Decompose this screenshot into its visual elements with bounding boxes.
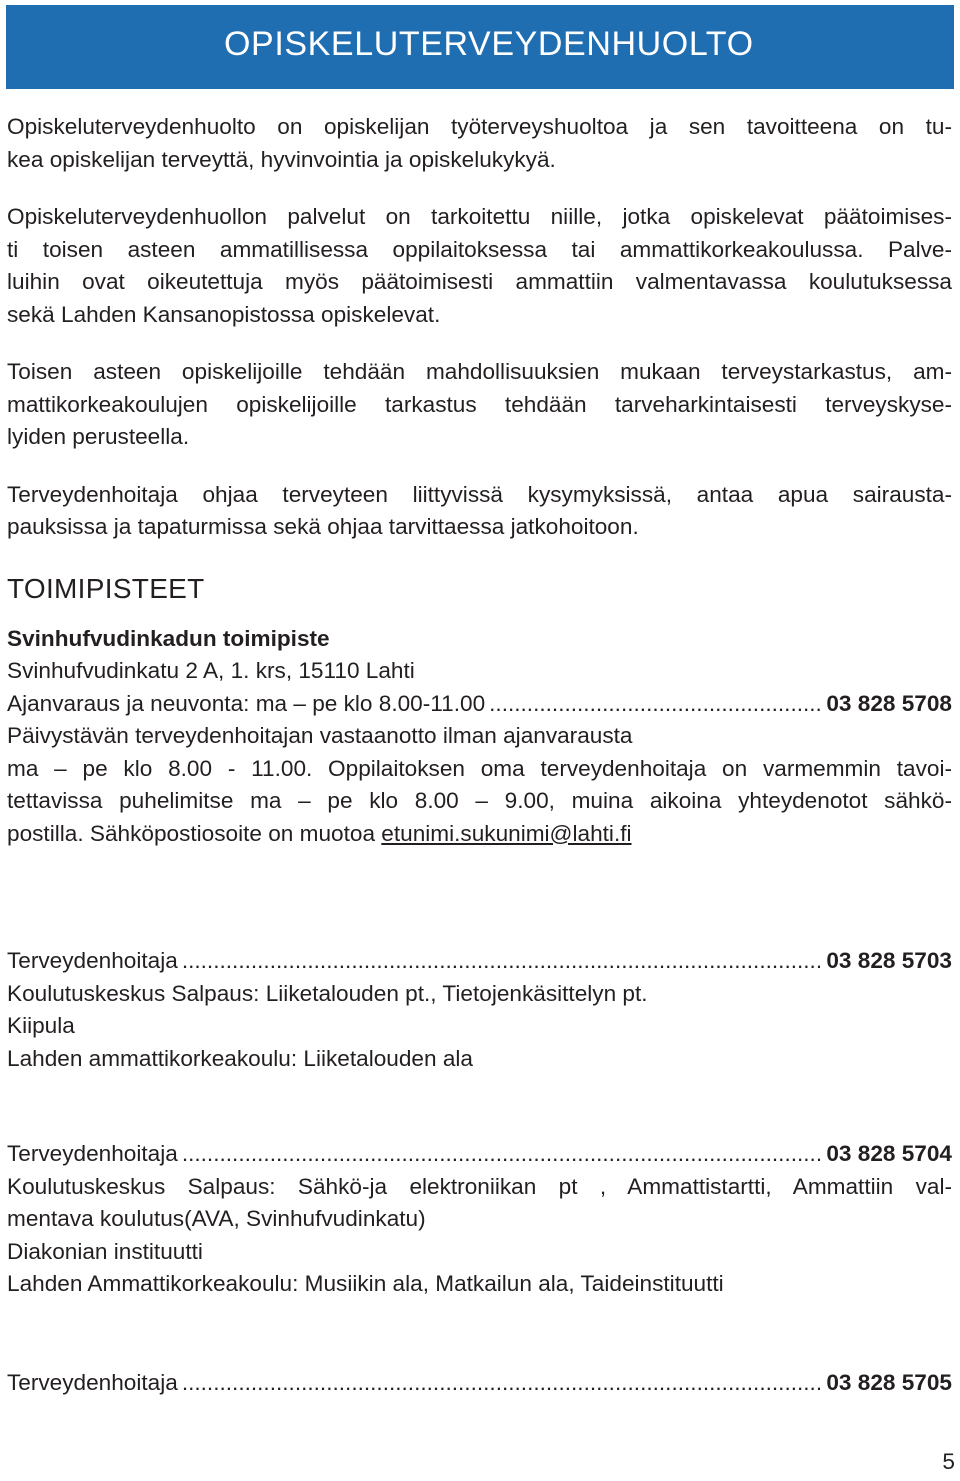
dot-leader [182, 1367, 821, 1400]
intro-paragraph-1 [7, 111, 952, 176]
email-line [7, 818, 952, 851]
intro-paragraph-4 [7, 479, 952, 544]
page-title: OPISKELUTERVEYDENHUOLTO [224, 25, 754, 63]
hours-line: tettavissa puhelimitse ma – pe klo 8.00 – 9.00, muina aikoina yhteydenotot sähkö- [7, 788, 952, 813]
nurse-line [7, 945, 952, 978]
nurse-phone: 03 828 5704 [826, 1141, 952, 1166]
dot-leader [489, 688, 820, 721]
header-banner [6, 5, 954, 89]
nurse-block-2 [7, 1138, 952, 1301]
walkin-line: Päivystävän terveydenhoitajan vastaanotto ilman ajanvarausta [7, 723, 633, 748]
text-line: mattikorkeakoulujen opiskelijoille tarkastus tehdään tarveharkintaisesti terveyskyse- [7, 391, 952, 417]
nurse-line [7, 1138, 952, 1171]
nurse-label: Terveydenhoitaja [7, 948, 178, 973]
text-line: ti toisen asteen ammatillisessa oppilaitoksessa tai ammattikorkeakoulussa. Palve- [7, 236, 952, 262]
page-number: 5 [942, 1449, 955, 1474]
location-line: Kiipula [7, 1013, 75, 1038]
nurse-label: Terveydenhoitaja [7, 1141, 178, 1166]
text-line: sekä Lahden Kansanopistossa opiskelevat. [7, 301, 441, 327]
nurse-block-3 [7, 1367, 952, 1400]
email-link[interactable]: etunimi.sukunimi@lahti.fi [381, 820, 632, 846]
location-line: Koulutuskeskus Salpaus: Sähkö-ja elektroniikan pt , Ammattistartti, Ammattiin val- [7, 1173, 952, 1199]
booking-line [7, 688, 952, 721]
location-line: Lahden Ammattikorkeakoulu: Musiikin ala, Matkailun ala, Taideinstituutti [7, 1271, 724, 1296]
text-line: Opiskeluterveydenhuolto on opiskelijan työterveyshuoltoa ja sen tavoitteena on tu- [7, 114, 952, 139]
location-line: Lahden ammattikorkeakoulu: Liiketalouden ala [7, 1045, 473, 1071]
nurse-block-1 [7, 945, 952, 1075]
dot-leader [182, 1138, 821, 1171]
nurse-phone: 03 828 5705 [826, 1369, 952, 1395]
office-name: Svinhufvudinkadun toimipiste [7, 625, 330, 651]
dot-leader [182, 945, 821, 978]
text-line: luihin ovat oikeutettuja myös päätoimisesti ammattiin valmentavassa koulutuksessa [7, 269, 952, 294]
office-address: Svinhufvudinkatu 2 A, 1. krs, 15110 Lahti [7, 658, 415, 683]
text-line: Terveydenhoitaja ohjaa terveyteen liittyvissä kysymyksissä, antaa apua sairausta- [7, 481, 952, 507]
email-prefix: postilla. Sähköpostiosoite on muotoa [7, 820, 382, 846]
nurse-line [7, 1367, 952, 1400]
text-line: Toisen asteen opiskelijoille tehdään mahdollisuuksien mukaan terveystarkastus, am- [7, 359, 952, 384]
text-line: kea opiskelijan terveyttä, hyvinvointia ja opiskelukykyä. [7, 146, 556, 172]
text-line: lyiden perusteella. [7, 424, 190, 449]
location-line: mentava koulutus(AVA, Svinhufvudinkatu) [7, 1206, 426, 1231]
intro-paragraph-2 [7, 201, 952, 331]
booking-label: Ajanvaraus ja neuvonta: ma – pe klo 8.00-11.00 [7, 690, 486, 716]
location-line: Koulutuskeskus Salpaus: Liiketalouden pt., Tietojenkäsittelyn pt. [7, 980, 648, 1006]
text-line: pauksissa ja tapaturmissa sekä ohjaa tarvittaessa jatkohoitoon. [7, 514, 639, 539]
nurse-phone: 03 828 5703 [826, 948, 952, 973]
section-title: TOIMIPISTEET [7, 572, 205, 604]
booking-phone: 03 828 5708 [826, 690, 952, 716]
nurse-label: Terveydenhoitaja [7, 1369, 178, 1395]
document-body [7, 111, 952, 1399]
location-line: Diakonian instituutti [7, 1238, 203, 1264]
text-line: Opiskeluterveydenhuollon palvelut on tarkoitettu niille, jotka opiskelevat päätoimises- [7, 204, 952, 229]
intro-paragraph-3 [7, 356, 952, 454]
hours-line: ma – pe klo 8.00 - 11.00. Oppilaitoksen oma terveydenhoitaja on varmemmin tavoi- [7, 755, 952, 781]
